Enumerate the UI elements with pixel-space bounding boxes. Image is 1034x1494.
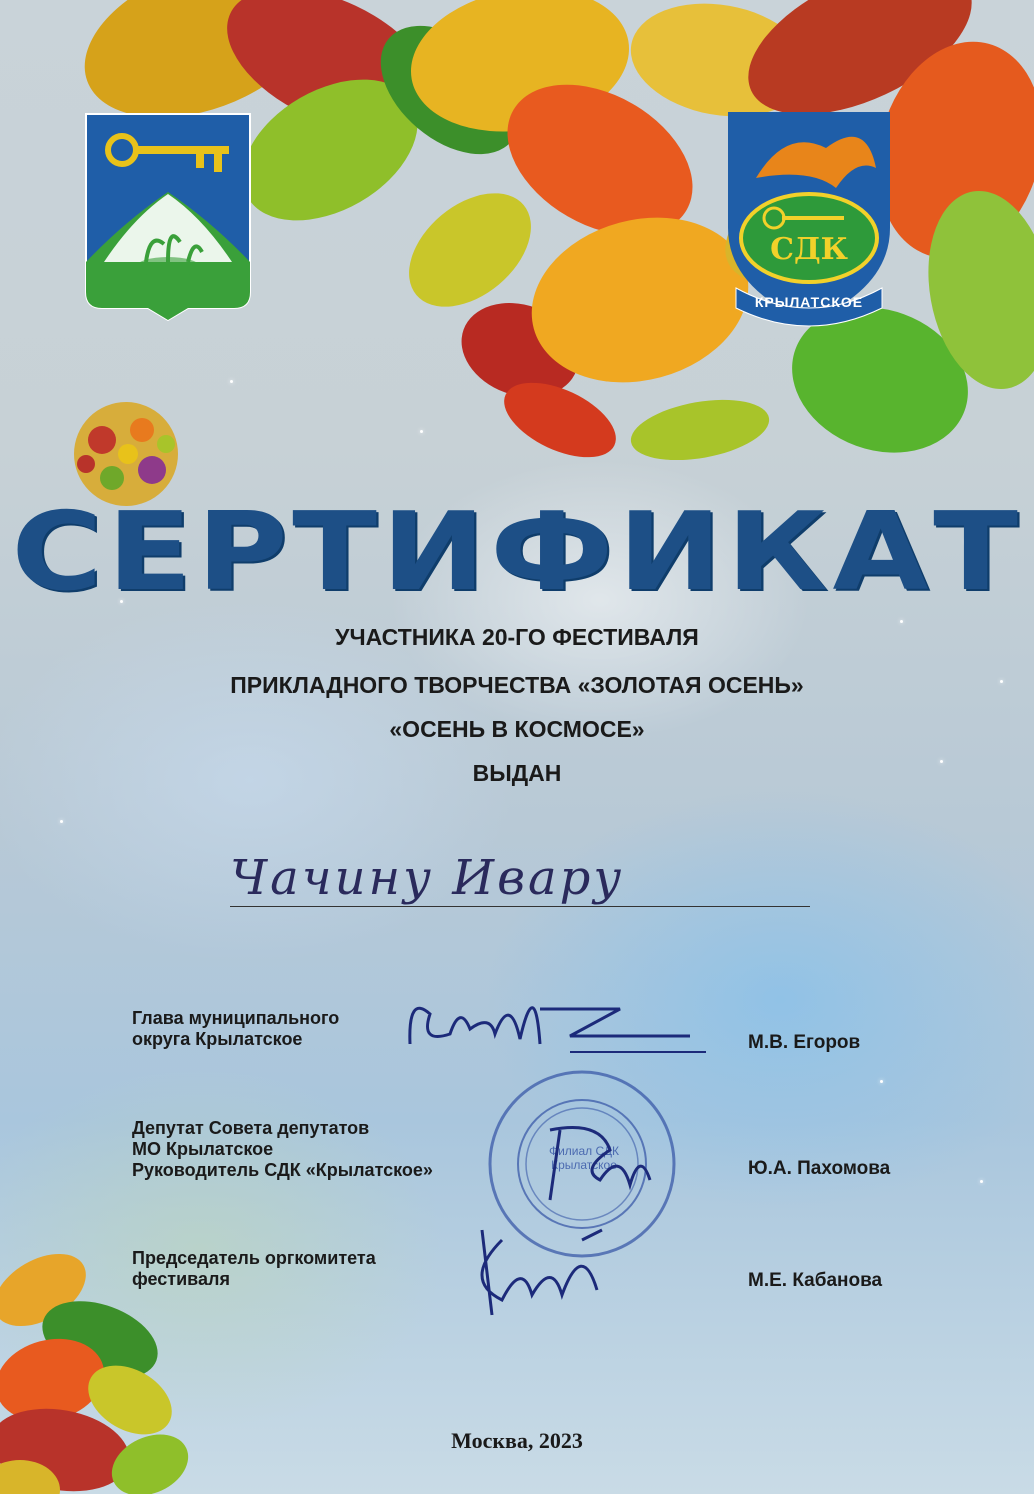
signature-pakhomova: [540, 1110, 670, 1220]
heading-line-4: ВЫДАН: [472, 760, 562, 786]
heading-line-3: «ОСЕНЬ В КОСМОСЕ»: [389, 716, 645, 742]
signatory-1-name: М.В. Егоров: [748, 1032, 861, 1053]
place-and-year: Москва, 2023: [451, 1428, 583, 1453]
signature-egorov: [400, 974, 720, 1064]
signatory-2-name: Ю.А. Пахомова: [748, 1158, 891, 1179]
signatory-3-role: Председатель оргкомитета фестиваля: [132, 1248, 376, 1289]
sdk-logo: [716, 108, 902, 328]
signatory-2-role: Депутат Совета депутатов МО Крылатское Руководитель СДК «Крылатское»: [132, 1118, 433, 1180]
recipient-name: Чачину Ивару: [230, 850, 810, 907]
stamp-inner-text: Филиал СДК Крылатское: [548, 1144, 620, 1172]
signatory-1-role: Глава муниципального округа Крылатское: [132, 1008, 340, 1049]
heading-line-1: УЧАСТНИКА 20-ГО ФЕСТИВАЛЯ: [335, 624, 699, 650]
heading-line-2: ПРИКЛАДНОГО ТВОРЧЕСТВА «ЗОЛОТАЯ ОСЕНЬ»: [230, 672, 804, 698]
signatory-3-name: М.Е. Кабанова: [748, 1270, 883, 1291]
sdk-abbr: СДК: [770, 232, 848, 267]
district-coat-of-arms: [84, 112, 252, 322]
sdk-name: КРЫЛАТСКОЕ: [754, 294, 864, 310]
signature-kabanova: [462, 1220, 622, 1320]
certificate-title: СЕРТИФИКАТ: [11, 490, 1023, 615]
